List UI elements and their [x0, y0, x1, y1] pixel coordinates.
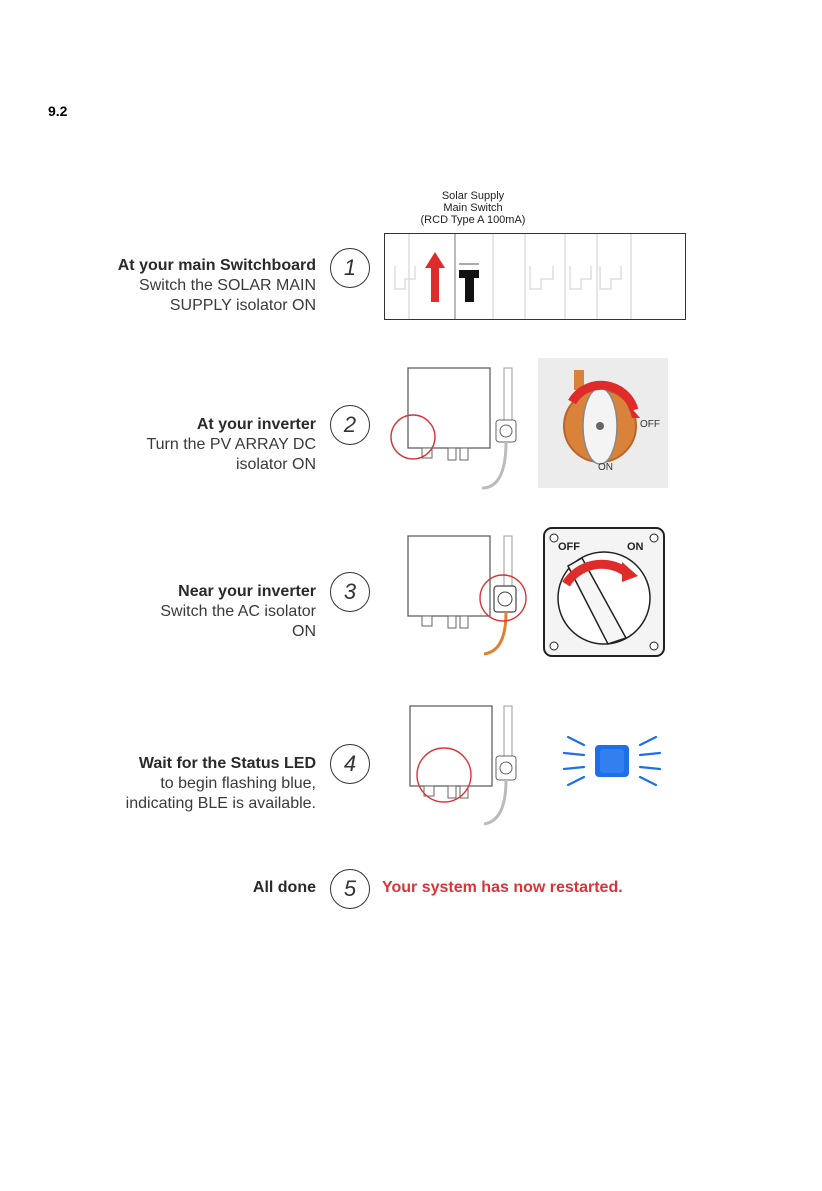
ac-on-label: ON: [627, 541, 644, 553]
ac-off-label: OFF: [558, 541, 580, 553]
step-1-number: 1: [330, 248, 370, 288]
step-3-title: Near your inverter: [178, 583, 316, 600]
step-1-title: At your main Switchboard: [117, 257, 316, 274]
red-up-arrow-icon: [425, 252, 445, 302]
step-4-title: Wait for the Status LED: [138, 755, 316, 772]
step-5-message: Your system has now restarted.: [382, 879, 623, 896]
step-3-line-1: Switch the AC isolator: [160, 603, 316, 620]
switchboard-label-line-1: Solar Supply: [441, 190, 505, 202]
step-2-text: [146, 415, 316, 475]
dc-off-label: OFF: [640, 419, 660, 430]
dc-on-label: ON: [598, 462, 613, 473]
step-1-text: [118, 256, 316, 316]
inverter-ac-illustration: [390, 530, 520, 660]
switchboard-label-line-3: (RCD Type A 100mA): [420, 214, 526, 226]
step-4-number: 4: [330, 744, 370, 784]
inverter-dc-illustration: [390, 362, 520, 492]
step-3-text: [160, 582, 316, 642]
main-switch-toggle-icon: [459, 264, 479, 302]
step-4-line-1: to begin flashing blue,: [160, 775, 316, 792]
step-4-line-2: indicating BLE is available.: [125, 795, 316, 812]
step-2-title: At your inverter: [196, 416, 316, 433]
step-1-line-1: Switch the SOLAR MAIN: [139, 277, 316, 294]
step-2-line-1: Turn the PV ARRAY DC: [146, 436, 316, 453]
step-1-line-2: SUPPLY isolator ON: [169, 297, 316, 314]
step-4-text: [126, 754, 316, 814]
step-2-line-2: isolator ON: [235, 456, 316, 473]
switchboard-label: [410, 190, 536, 226]
section-number: 9.2: [48, 103, 68, 119]
step-3-number: 3: [330, 572, 370, 612]
blue-led-icon: [558, 731, 668, 791]
switchboard-label-line-2: Main Switch: [443, 202, 503, 214]
step-5-title: All done: [252, 879, 316, 896]
step-2-number: 2: [330, 405, 370, 445]
step-5-number: 5: [330, 869, 370, 909]
switchboard-illustration: [384, 233, 686, 320]
inverter-led-illustration: [392, 700, 522, 830]
step-3-line-2: ON: [292, 623, 316, 640]
